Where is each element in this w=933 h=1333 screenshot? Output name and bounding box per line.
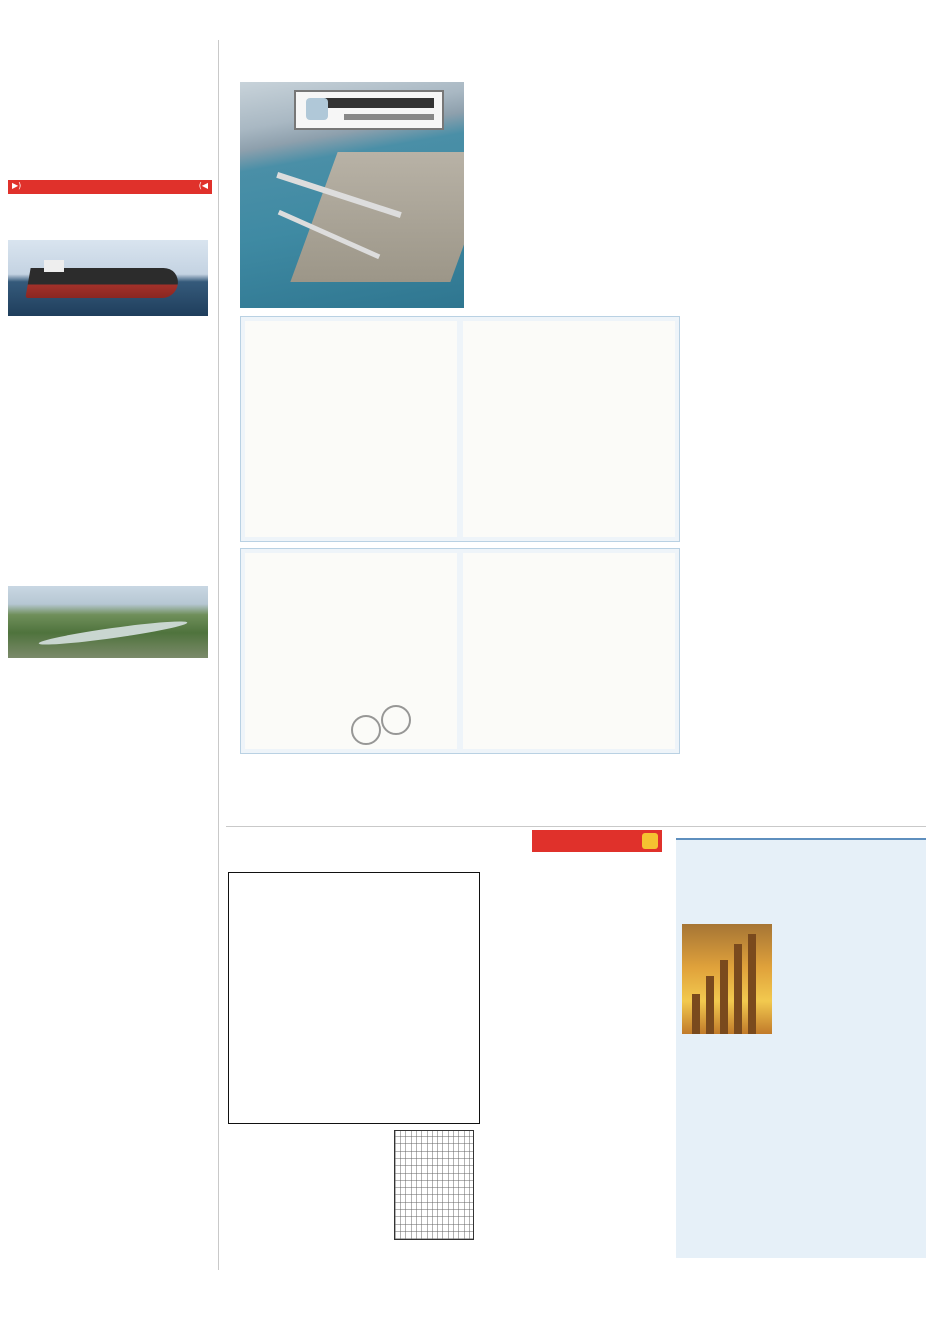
letter-page: [463, 321, 675, 537]
lead-body-col2-text: [692, 552, 925, 826]
official-stamp: [381, 705, 411, 735]
chart-bar-shape: [706, 976, 714, 1034]
sign-subtext-bar: [344, 114, 434, 120]
tanker-photo: [8, 240, 208, 316]
lead-body-col1-text: [692, 320, 925, 546]
tanker-hull: [25, 268, 180, 298]
chart-bar-shape: [692, 994, 700, 1034]
answer-grid: [394, 1130, 474, 1240]
across-clues: [566, 870, 664, 1250]
letter-scans-top: [240, 316, 680, 542]
sidebar-story2-body: [8, 664, 208, 1248]
port-aerial-photo: [240, 82, 464, 308]
letter-scans-bottom: [240, 548, 680, 754]
port-logo-icon: [306, 98, 328, 120]
speaker-icon: ◀): [198, 181, 208, 190]
chart-bar-shape: [720, 960, 728, 1034]
letter-page: [245, 553, 457, 749]
crossword-row-numbers: [480, 872, 492, 1124]
river-shape: [38, 618, 188, 649]
letter-page: [463, 553, 675, 749]
energy-photo: [682, 924, 772, 1034]
section-bar: [8, 150, 212, 178]
chart-bar-shape: [748, 934, 756, 1034]
strip-col1: [240, 760, 376, 822]
letter-page: [245, 321, 457, 537]
river-valley-photo: [8, 586, 208, 658]
strip-col2: [384, 760, 520, 822]
energy-body: [780, 924, 920, 1254]
port-land: [290, 152, 464, 282]
port-sign: [294, 90, 444, 130]
strip-col3: [528, 760, 680, 822]
sidebar-divider: [218, 40, 219, 1270]
masthead-logo: [8, 36, 216, 136]
sidebar-story1-body: [8, 322, 208, 546]
chart-bar-shape: [734, 944, 742, 1034]
energy-box: [676, 838, 926, 1258]
crossword-grid: [228, 872, 480, 1124]
subsection-tag: [8, 180, 212, 194]
crossword-title-bar: [532, 830, 662, 852]
crossword-icon: [642, 833, 658, 849]
sign-text-bar: [324, 98, 434, 108]
section-divider: [226, 826, 926, 827]
official-stamp: [351, 715, 381, 745]
tanker-deck: [44, 260, 64, 272]
speaker-icon: (▶: [12, 181, 22, 190]
down-clues: [490, 870, 562, 1120]
